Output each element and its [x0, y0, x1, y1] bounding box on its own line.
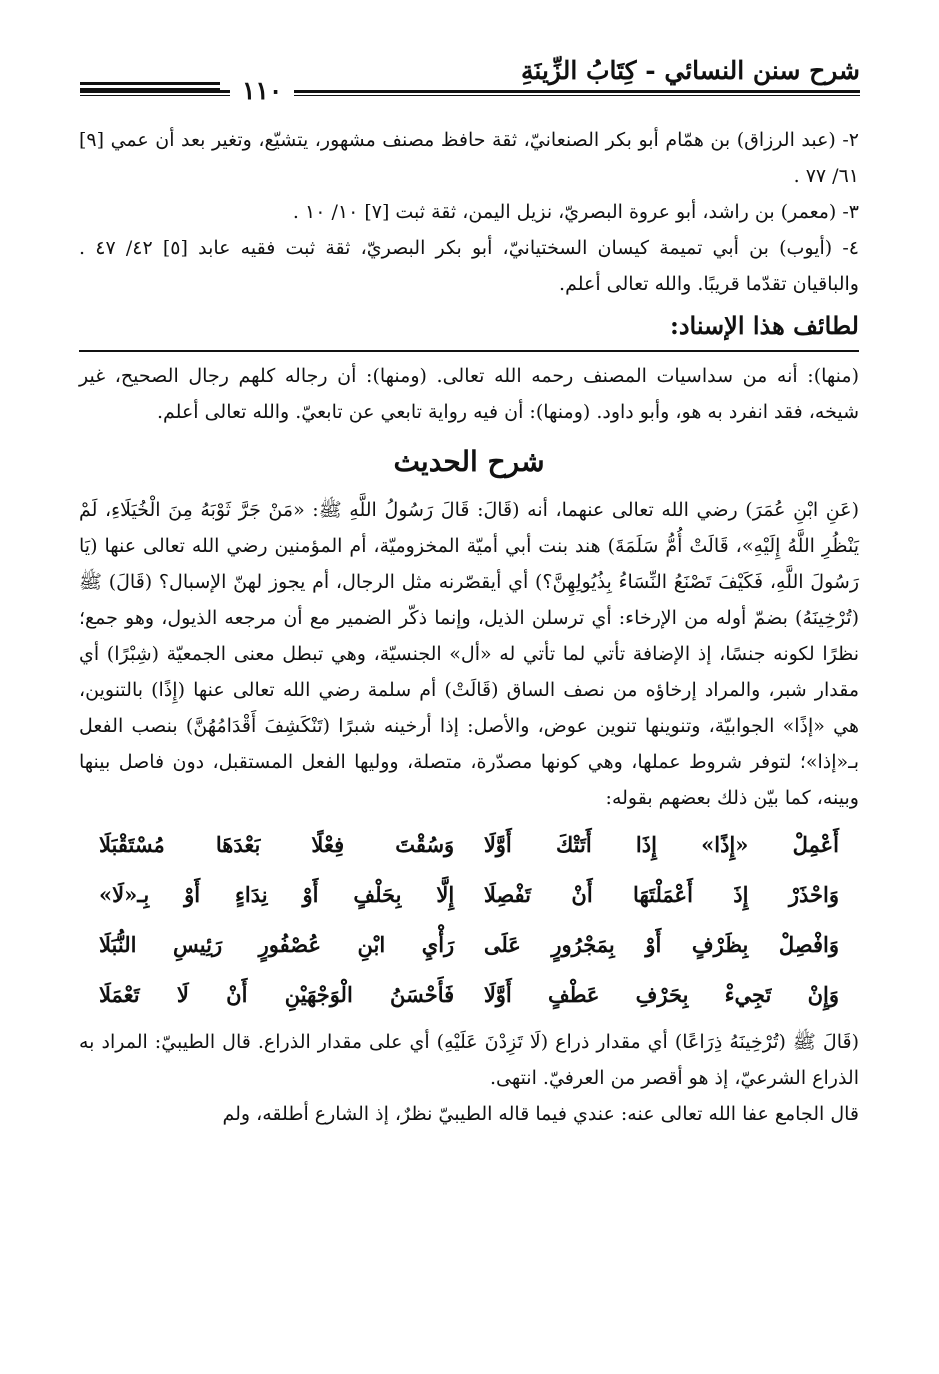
narrator-3: ٣- (معمر) بن راشد، أبو عروة البصريّ، نزيل اليمن، ثقة ثبت [٧] ١٠/ ١٠ . — [292, 201, 859, 223]
verse-second-half: فَأَحْسَنُ الْوَجْهَيْنِ أَنْ لَا تَعْمَلَا — [99, 982, 455, 1007]
poem-verse — [99, 920, 839, 970]
folio-ornament — [80, 82, 220, 98]
sharh-paragraph-1: (عَنِ ابْنِ عُمَرَ) رضي الله تعالى عنهما، أنه (قَالَ: قَالَ رَسُولُ اللَّهِ ﷺ: «مَنْ جَرَّ ثَوْبَهُ مِنَ الْخُيَلَاءِ، لَمْ يَنْظُرِ اللَّهُ إِلَيْهِ»، قَالَتْ أُمُّ سَلَمَةَ) هند بنت أبي أميّة المخزوميّة، أم المؤمنين رضي الله تعالى عنها (يَا رَسُولَ اللَّهِ، فَكَيْفَ تَصْنَعُ النِّسَاءُ بِذُيُولِهِنَّ؟) أي أيقصّرنه مثل الرجال، أم يجوز لهنّ الإسبال؟ (قَالَ) ﷺ (تُرْخِينَهُ) بضمّ أوله من الإرخاء: أي ترسلن الذيل، وإنما ذكّر الضمير مع أن مرجعه الذيول، وهو جمع؛ نظرًا لكونه جنسًا، إذ الإضافة تأتي لما تأتي له «أل» الجنسيّة، وهي تبطل معنى الجمعيّة (شِبْرًا) أي مقدار شبر، والمراد إرخاؤه من نصف الساق (قَالَتْ) أم سلمة رضي الله تعالى عنها (إِذًا) بالتنوين، هي «إذًا» الجوابيّة، وتنوينها تنوين عوض، والأصل: إذا أرخينه شبرًا (تَنْكَشِفَ أَقْدَامُهُنَّ) بنصب الفعل بـ«إذا»؛ لتوفر شروط عملها، وهي كونها مصدّرة، متصلة، ووليها الفعل المستقبل، دون فاصل بينها وبينه، كما بيّن ذلك بعضهم بقوله: — [79, 499, 860, 809]
poem-verse — [99, 970, 839, 1020]
verse-first-half: وَإِنْ تَجِيءْ بِحَرْفِ عَطْفٍ أَوَّلَا — [483, 982, 839, 1007]
isnad-heading: لطائف هذا الإسناد: — [669, 311, 859, 340]
poem-verse — [99, 870, 839, 920]
verse-first-half: وَافْصِلْ بِظَرْفٍ أَوْ بِمَجْرُورٍ عَلَى — [483, 932, 839, 957]
page-header — [80, 52, 860, 108]
verse-second-half: رَأْيِ ابْنِ عُصْفُورٍ رَئِيسِ النُّبَلَا — [99, 932, 455, 957]
narrator-2: ٢- (عبد الرزاق) بن همّام أبو بكر الصنعانيّ، ثقة حافظ مصنف مشهور، يتشيّع، وتغير بعد أن عمي [٩] ٦١/ ٧٧ . — [79, 129, 859, 187]
isnad-text: (منها): أنه من سداسيات المصنف رحمه الله تعالى. (ومنها): أن رجاله كلهم رجال الصحيح، غير شيخه، فقد انفرد به هو، وأبو داود. (ومنها): أن فيه رواية تابعي عن تابعيّ. والله تعالى أعلم. — [79, 365, 859, 423]
sharh-paragraph-3: قال الجامع عفا الله تعالى عنه: عندي فيما قاله الطيبيّ نظرٌ، إذ الشارع أطلقه، ولم — [222, 1103, 859, 1125]
narrator-4: ٤- (أيوب) بن أبي تميمة كيسان السختيانيّ، أبو بكر البصريّ، ثقة ثبت فقيه عابد [٥] ٤٢/ ٤٧ . والباقيان تقدّما قريبًا. والله تعالى أعلم. — [79, 237, 859, 295]
poem-verse — [99, 820, 839, 870]
page-number: ١١٠ — [230, 76, 294, 106]
running-title: شرح سنن النسائي - كِتَابُ الزِّينَةِ — [521, 56, 860, 85]
verse-second-half: إِلَّا بِحَلْفٍ أَوْ نِدَاءٍ أَوْ بِـ«لَا» — [99, 882, 455, 907]
isnad-heading-rule — [79, 350, 859, 352]
verse-second-half: وَسُقْتَ فِعْلًا بَعْدَهَا مُسْتَقْبَلَا — [99, 832, 455, 857]
sharh-paragraph-2: (قَالَ ﷺ (تُرْخِينَهُ ذِرَاعًا) أي مقدار ذراع (لَا تَزِدْنَ عَلَيْهِ) أي على مقدار الذراع. قال الطيبيّ: المراد به الذراع الشرعيّ، إذ هو أقصر من العرفيّ. انتهى. — [79, 1031, 859, 1089]
sharh-heading: شرح الحديث — [393, 445, 545, 478]
page-body — [79, 122, 859, 1132]
verse-first-half: أَعْمِلْ «إِذًا» إِذَا أَتَتْكَ أَوَّلَا — [483, 832, 839, 857]
verse-first-half: وَاحْذَرْ إِذَ أَعْمَلْتَهَا أَنْ تَفْصِلَا — [483, 882, 839, 907]
poem — [99, 820, 839, 1020]
